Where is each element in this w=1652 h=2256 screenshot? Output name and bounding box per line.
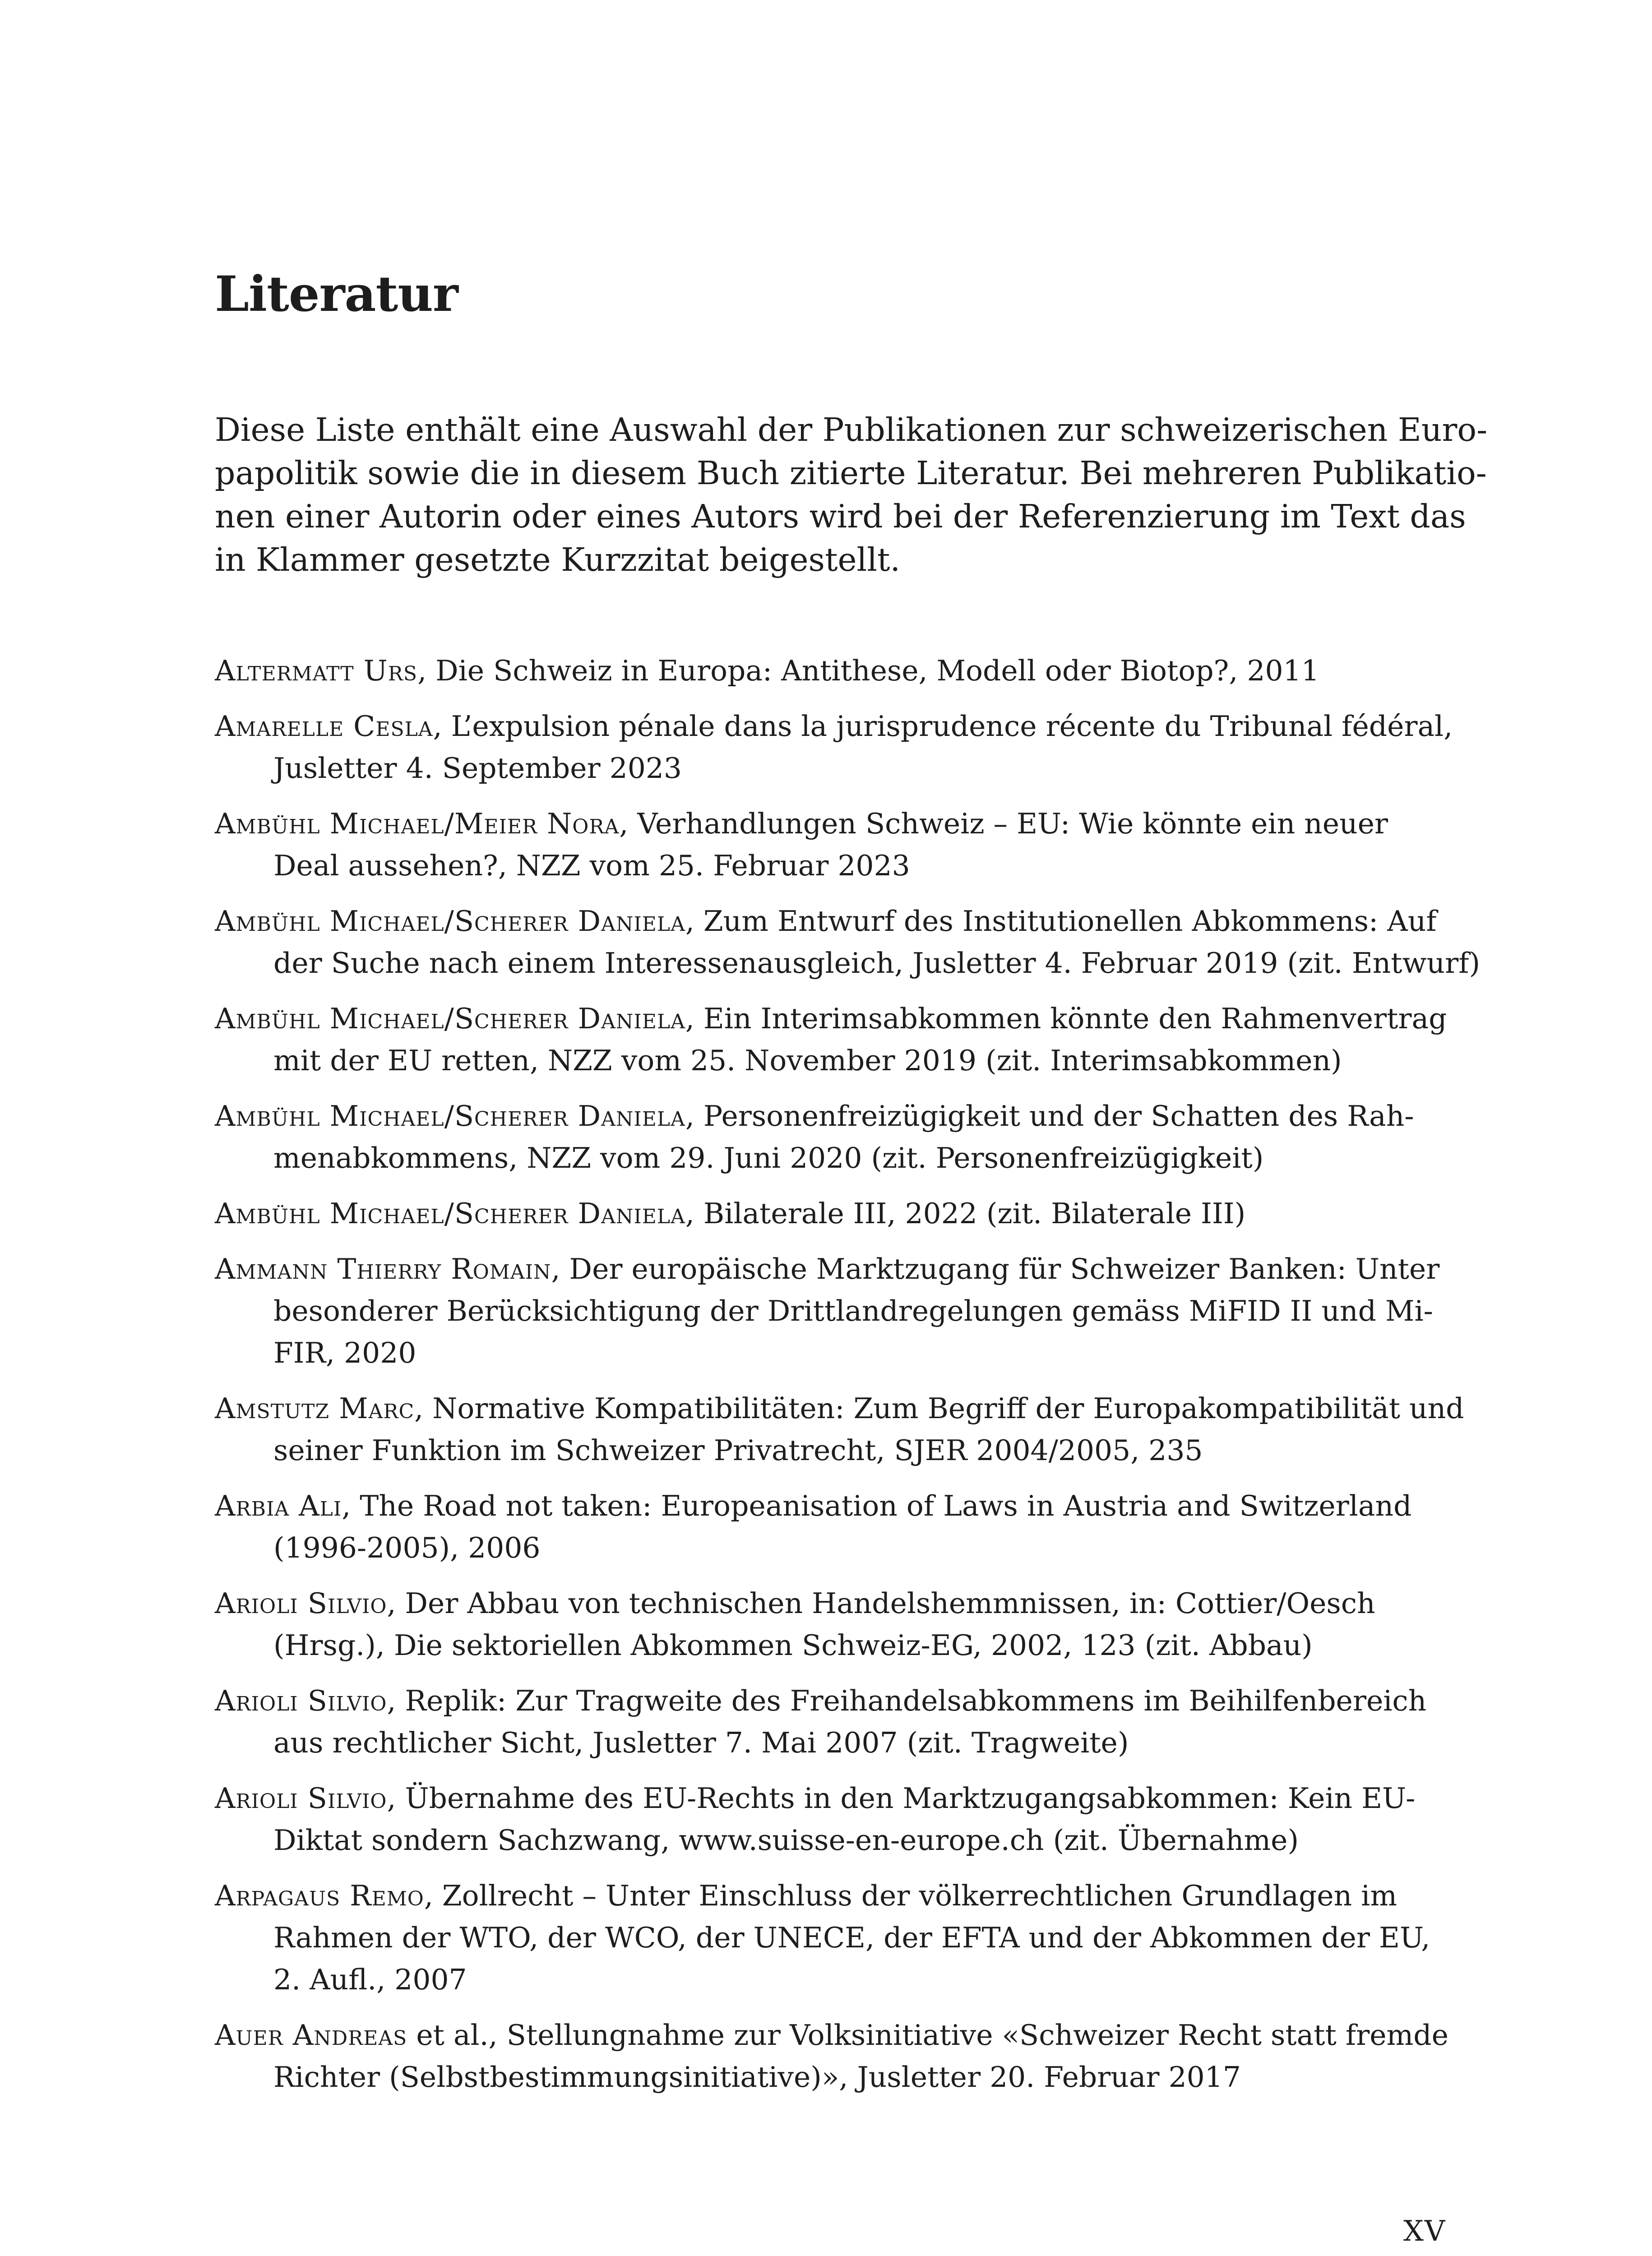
entry-author: Arioli Silvio — [215, 1782, 387, 1815]
bibliography-entry — [215, 1248, 1451, 1374]
entry-text: , Der europäische Marktzugang für Schweizer Banken: Unter — [551, 1253, 1440, 1285]
entry-author: Arioli Silvio — [215, 1587, 387, 1620]
entry-author: Ambühl Michael/Scherer Daniela — [215, 1197, 685, 1230]
entry-text: , Zum Entwurf des Institutionellen Abkommens: Auf — [685, 905, 1437, 938]
entry-author: Ambühl Michael/Scherer Daniela — [215, 1002, 685, 1035]
entry-text: Diktat sondern Sachzwang, www.suisse-en-europe.ch (zit. Übernahme) — [273, 1824, 1299, 1857]
entry-author: Arpagaus Remo — [215, 1879, 424, 1912]
entry-text: Jusletter 4. September 2023 — [273, 752, 682, 785]
entry-text: , Bilaterale III, 2022 (zit. Bilaterale III) — [685, 1197, 1246, 1230]
page-title: Literatur — [215, 266, 458, 323]
bibliography-list — [215, 650, 1481, 2112]
entry-text: seiner Funktion im Schweizer Privatrecht, SJER 2004/2005, 235 — [273, 1434, 1203, 1467]
entry-author: Ambühl Michael/Scherer Daniela — [215, 905, 685, 938]
intro-line: Diese Liste enthält eine Auswahl der Publikationen zur schweizerischen Euro- — [215, 411, 1488, 448]
bibliography-entry — [215, 1875, 1451, 2001]
entry-text: Richter (Selbstbestimmungsinitiative)», Jusletter 20. Februar 2017 — [273, 2061, 1241, 2094]
intro-line: nen einer Autorin oder eines Autors wird bei der Referenzierung im Text das — [215, 498, 1466, 535]
bibliography-entry — [215, 650, 1451, 692]
bibliography-entry — [215, 1387, 1464, 1471]
bibliography-entry — [215, 1777, 1451, 1861]
intro-line: papolitik sowie die in diesem Buch zitierte Literatur. Bei mehreren Publikatio- — [215, 454, 1487, 492]
entry-text: Rahmen der WTO, der WCO, der UNECE, der EFTA und der Abkommen der EU, — [273, 1921, 1430, 1954]
entry-author: Ammann Thierry Romain — [215, 1253, 551, 1285]
entry-text: Deal aussehen?, NZZ vom 25. Februar 2023 — [273, 849, 910, 882]
entry-text: aus rechtlicher Sicht, Jusletter 7. Mai 2007 (zit. Tragweite) — [273, 1726, 1129, 1759]
bibliography-entry — [215, 1193, 1451, 1234]
entry-text: 2. Aufl., 2007 — [273, 1963, 467, 1996]
entry-author: Arbia Ali — [215, 1489, 342, 1522]
entry-text: (Hrsg.), Die sektoriellen Abkommen Schweiz-EG, 2002, 123 (zit. Abbau) — [273, 1629, 1313, 1662]
bibliography-entry — [215, 705, 1451, 789]
entry-text: der Suche nach einem Interessenausgleich, Jusletter 4. Februar 2019 (zit. Entwurf) — [273, 947, 1481, 980]
entry-text: , Die Schweiz in Europa: Antithese, Modell oder Biotop?, 2011 — [417, 654, 1319, 687]
entry-text: menabkommens, NZZ vom 29. Juni 2020 (zit. Personenfreizügigkeit) — [273, 1142, 1264, 1174]
entry-text: (1996-2005), 2006 — [273, 1531, 541, 1564]
entry-author: Altermatt Urs — [215, 654, 418, 687]
entry-text: , Zollrecht – Unter Einschluss der völkerrechtlichen Grundlagen im — [424, 1879, 1397, 1912]
entry-text: , Normative Kompatibilitäten: Zum Begriff der Europakompatibilität und — [414, 1392, 1464, 1425]
bibliography-entry — [215, 998, 1451, 1082]
entry-text: , Replik: Zur Tragweite des Freihandelsabkommens im Beihilfenbereich — [387, 1684, 1427, 1717]
bibliography-entry — [215, 803, 1451, 887]
entry-author: Amstutz Marc — [215, 1392, 415, 1425]
entry-text: besonderer Berücksichtigung der Drittlandregelungen gemäss MiFID II und Mi- — [273, 1294, 1433, 1327]
bibliography-entry — [215, 1582, 1451, 1666]
entry-text: FIR, 2020 — [273, 1336, 416, 1369]
entry-author: Amarelle Cesla — [215, 710, 433, 743]
entry-text: , Verhandlungen Schweiz – EU: Wie könnte ein neuer — [619, 807, 1388, 840]
entry-text: et al., Stellungnahme zur Volksinitiative «Schweizer Recht statt fremde — [407, 2019, 1448, 2052]
bibliography-entry — [215, 900, 1481, 984]
entry-text: , The Road not taken: Europeanisation of Laws in Austria and Switzerland — [342, 1489, 1412, 1522]
entry-text: , Personenfreizügigkeit und der Schatten des Rah- — [685, 1100, 1414, 1133]
bibliography-entry — [215, 1095, 1451, 1179]
entry-author: Auer Andreas — [215, 2019, 407, 2052]
intro-line: in Klammer gesetzte Kurzzitat beigestellt. — [215, 541, 901, 578]
entry-text: , L’expulsion pénale dans la jurisprudence récente du Tribunal fédéral, — [433, 710, 1453, 743]
entry-text: mit der EU retten, NZZ vom 25. November 2019 (zit. Interimsabkommen) — [273, 1044, 1342, 1077]
entry-text: , Übernahme des EU-Rechts in den Marktzugangsabkommen: Kein EU- — [387, 1782, 1416, 1815]
page-number: XV — [1403, 2214, 1446, 2247]
bibliography-entry — [215, 1680, 1451, 1764]
intro-paragraph — [215, 408, 1488, 582]
entry-text: , Ein Interimsabkommen könnte den Rahmenvertrag — [685, 1002, 1447, 1035]
entry-text: , Der Abbau von technischen Handelshemmnissen, in: Cottier/Oesch — [387, 1587, 1375, 1620]
entry-author: Arioli Silvio — [215, 1684, 387, 1717]
bibliography-entry — [215, 2014, 1451, 2098]
entry-author: Ambühl Michael/Scherer Daniela — [215, 1100, 685, 1133]
entry-author: Ambühl Michael/Meier Nora — [215, 807, 620, 840]
bibliography-entry — [215, 1485, 1451, 1569]
